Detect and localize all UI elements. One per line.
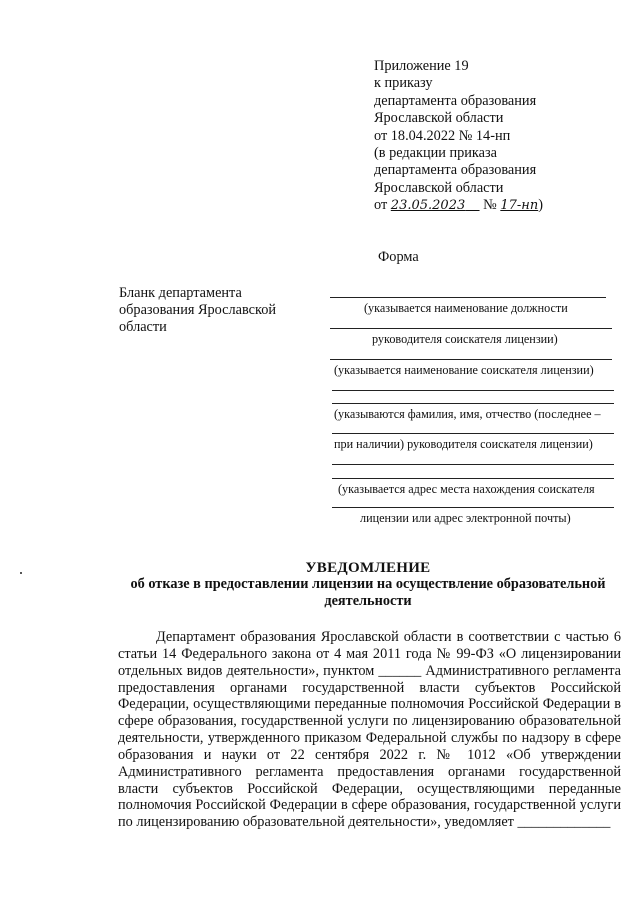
- letterhead-label: Бланк департамента образования Ярославской области: [119, 285, 277, 335]
- appendix-line: Ярославской области: [374, 110, 504, 127]
- body-paragraph: [118, 629, 621, 831]
- document-subtitle: об отказе в предоставлении лицензии на осуществление образовательной деятельности: [130, 576, 606, 609]
- field-hint: (указывается адрес места нахождения соискателя: [338, 482, 595, 496]
- document-title: УВЕДОМЛЕНИЕ: [305, 560, 431, 576]
- field-hint: лицензии или адрес электронной почты): [360, 511, 571, 525]
- appendix-line: Приложение 19: [374, 58, 469, 74]
- blank-line: [330, 359, 612, 360]
- field-hint: руководителя соискателя лицензии): [372, 332, 558, 346]
- field-hint: (указываются фамилия, имя, отчество (последнее –: [334, 407, 601, 421]
- closing-paren: ): [538, 197, 543, 214]
- blank-line: [330, 328, 612, 329]
- handwritten-number: 17-нп: [500, 198, 539, 214]
- blank-line: [330, 297, 606, 298]
- date-underline: [465, 197, 479, 213]
- blank-line: [332, 433, 614, 434]
- appendix-line: от 18.04.2022 № 14-нп: [374, 127, 511, 144]
- field-hint: при наличии) руководителя соискателя лицензии): [334, 437, 593, 451]
- scan-speck: [20, 572, 22, 574]
- blank-line: [332, 464, 614, 465]
- appendix-amendment-line: [374, 197, 614, 214]
- appendix-block: [374, 58, 614, 215]
- body-text: Департамент образования Ярославской области в соответствии с частью 6 статьи 14 Федерального закона от 4 мая 2011 года № 99-ФЗ «О лицензировании отдельных видов деятельности», пунктом ______ Административного регламента предоставления органами государственной власти субъектов Российской Федерации, осуществляющими переданные полномочия Российской Федерации в сфере образования, государственной услуги по лицензированию образовательной деятельности, утвержденного приказом Федеральной службы по надзору в сфере образования и науки от 22 сентября 2022 г. № 1012 «Об утверждении Административного регламента предоставления органами государственной власти субъектов Российской Федерации, осуществляющими переданные полномочия Российской Федерации в сфере образования, государственной услуги по лицензированию образовательной деятельности», уведомляет _____________: [118, 629, 621, 831]
- field-hint: (указывается наименование соискателя лицензии): [334, 363, 594, 377]
- number-sign: №: [479, 197, 501, 214]
- appendix-line: к приказу: [374, 75, 433, 92]
- field-hint: (указывается наименование должности: [364, 301, 568, 315]
- blank-line: [332, 390, 614, 391]
- appendix-line: департамента образования: [374, 92, 537, 109]
- appendix-line: департамента образования: [374, 162, 537, 179]
- blank-line: [332, 478, 614, 479]
- handwritten-date: 23.05.2023: [390, 198, 466, 214]
- appendix-line: Ярославской области: [374, 179, 504, 196]
- amendment-prefix: от: [374, 197, 391, 214]
- blank-line: [332, 507, 614, 508]
- appendix-line: (в редакции приказа: [374, 145, 498, 162]
- form-label: Форма: [378, 249, 419, 265]
- blank-line: [332, 403, 614, 404]
